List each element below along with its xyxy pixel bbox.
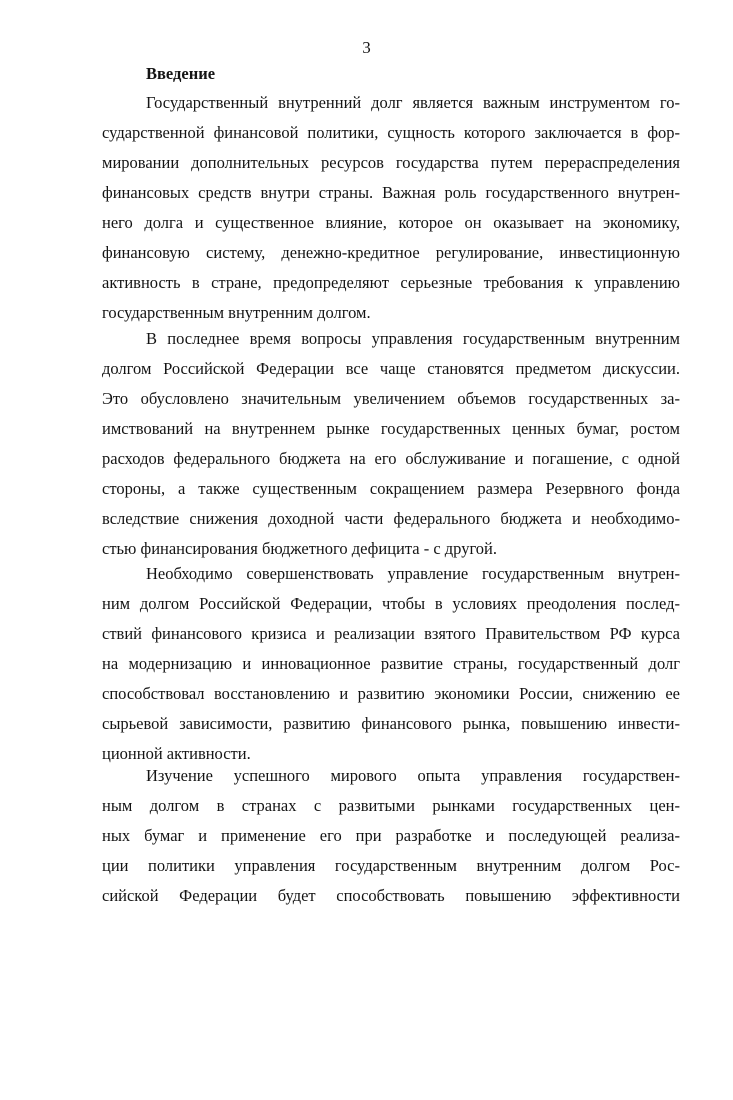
text-line: ним долгом Российской Федерации, чтобы в условиях преодоления послед- [102,594,680,613]
text-line: сырьевой зависимости, развитию финансового рынка, повышению инвести- [102,714,680,733]
text-line: ным долгом в странах с развитыми рынками государственных цен- [102,796,680,815]
section-heading: Введение [146,64,216,83]
text-line: на модернизацию и инновационное развитие страны, государственный долг [102,654,680,673]
text-line: Необходимо совершенствовать управление государственным внутрен- [146,564,680,583]
text-line: государственным внутренним долгом. [102,303,371,322]
text-line: ции политики управления государственным внутренним долгом Рос- [102,856,680,875]
text-line: него долга и существенное влияние, которое он оказывает на экономику, [102,213,680,232]
paragraph-2 [102,324,680,564]
text-line: сударственной финансовой политики, сущность которого заключается в фор- [102,123,680,142]
paragraph-4 [102,761,680,911]
text-line: стороны, а также существенным сокращением размера Резервного фонда [102,479,680,498]
text-line: способствовал восстановлению и развитию экономики России, снижению ее [102,684,680,703]
text-line: вследствие снижения доходной части федерального бюджета и необходимо- [102,509,680,528]
text-line: стью финансирования бюджетного дефицита - с другой. [102,539,498,558]
text-line: Это обусловлено значительным увеличением объемов государственных за- [102,389,680,408]
text-line: ных бумаг и применение его при разработке и последующей реализа- [102,826,680,845]
text-line: В последнее время вопросы управления государственным внутренним [146,329,680,348]
text-line: долгом Российской Федерации все чаще становятся предметом дискуссии. [102,359,680,378]
text-line: мировании дополнительных ресурсов государства путем перераспределения [102,153,680,172]
paragraph-3 [102,559,680,769]
text-line: активность в стране, предопределяют серьезные требования к управлению [102,273,680,292]
text-line: финансовых средств внутри страны. Важная роль государственного внутрен- [102,183,680,202]
text-line: расходов федерального бюджета на его обслуживание и погашение, с одной [102,449,680,468]
text-line: сийской Федерации будет способствовать повышению эффективности [102,886,680,905]
text-line: Государственный внутренний долг является важным инструментом го- [146,93,680,112]
text-line: имствований на внутреннем рынке государственных ценных бумаг, ростом [102,419,680,438]
text-line: Изучение успешного мирового опыта управления государствен- [146,766,680,785]
text-line: ствий финансового кризиса и реализации взятого Правительством РФ курса [102,624,680,643]
page-number: 3 [362,38,371,57]
paragraph-1 [102,88,680,328]
text-line: финансовую систему, денежно-кредитное регулирование, инвестиционную [102,243,680,262]
text-line: ционной активности. [102,744,251,763]
